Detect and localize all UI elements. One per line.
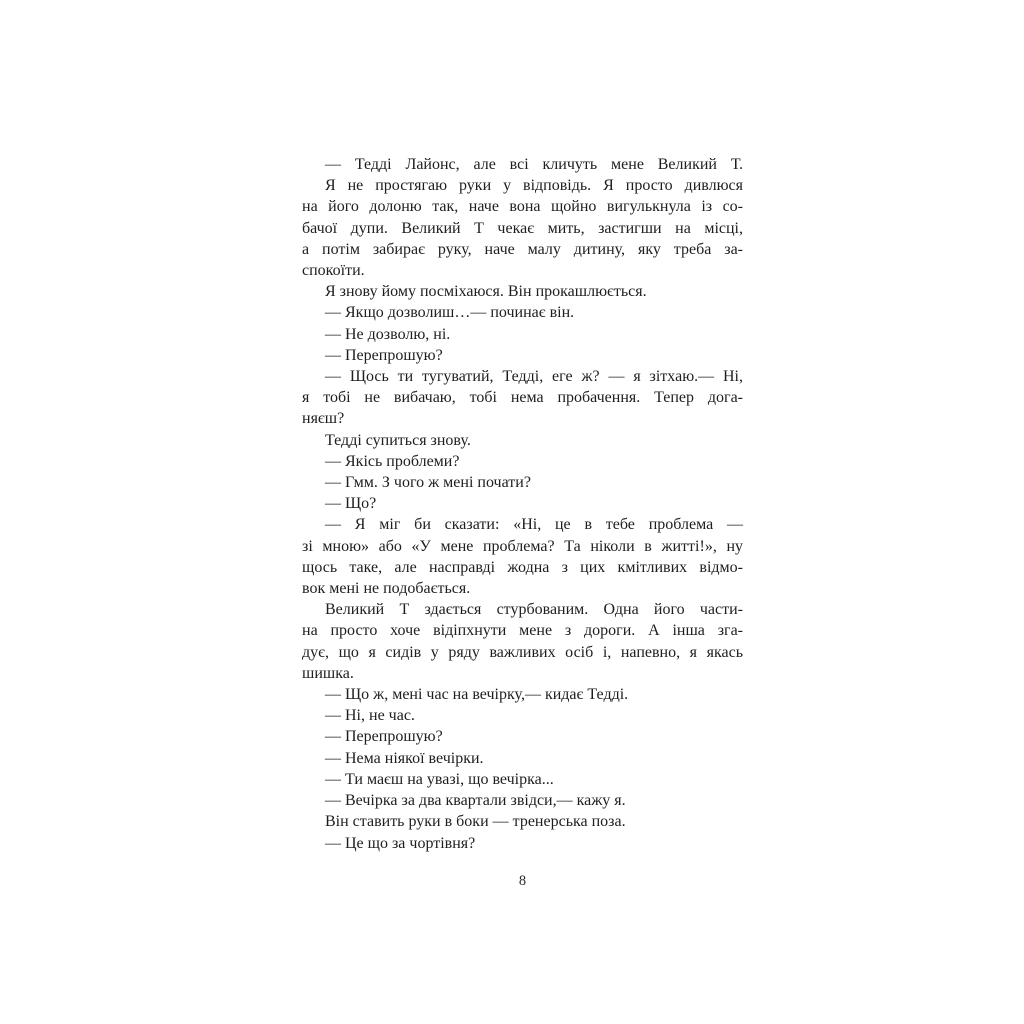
text-line: Я не простягаю руки у відповідь. Я просто дивлюся xyxy=(325,177,743,195)
text-line: — Нема ніякої вечірки. xyxy=(325,749,484,767)
text-line: вок мені не подобається. xyxy=(302,580,471,598)
text-line: бачої дупи. Великий Т чекає мить, застигши на місці, xyxy=(302,219,743,237)
text-line: щось таке, але насправді жодна з цих кмітливих відмо- xyxy=(302,558,743,576)
text-line: — Гмм. З чого ж мені почати? xyxy=(325,474,531,492)
text-line: — Якісь проблеми? xyxy=(325,452,460,470)
text-line: шишка. xyxy=(302,664,354,682)
text-column xyxy=(302,154,743,854)
text-line: на просто хоче відіпхнути мене з дороги. А інша зга- xyxy=(302,622,743,640)
text-line: а потім забирає руку, наче малу дитину, яку треба за- xyxy=(302,240,743,258)
page-number: 8 xyxy=(518,873,527,889)
text-line: — Це що за чортівня? xyxy=(325,834,476,852)
text-line: Він ставить руки в боки — тренерська поза. xyxy=(325,813,626,831)
text-line: Тедді супиться знову. xyxy=(325,431,471,449)
text-line: — Що ж, мені час на вечірку,— кидає Тедді. xyxy=(325,686,629,704)
text-line: — Перепрошую? xyxy=(325,346,443,364)
text-line: Великий Т здається стурбованим. Одна його части- xyxy=(325,601,743,619)
text-line: — Не дозволю, ні. xyxy=(325,325,451,343)
text-line: я тобі не вибачаю, тобі нема пробачення. Тепер дога- xyxy=(302,389,743,407)
text-line: спокоїти. xyxy=(302,262,365,280)
text-line: — Що? xyxy=(325,495,377,513)
text-line: на його долоню так, наче вона щойно вигулькнула із со- xyxy=(302,198,743,216)
text-line: — Ти маєш на увазі, що вечірка... xyxy=(325,770,554,788)
text-line: — Я міг би сказати: «Ні, це в тебе проблема — xyxy=(325,516,743,534)
text-line: — Ні, не час. xyxy=(325,707,415,725)
text-line: — Якщо дозволиш…— починає він. xyxy=(325,304,575,322)
text-line: — Щось ти тугуватий, Тедді, еге ж? — я зітхаю.— Ні, xyxy=(325,368,743,386)
text-line: зі мною» або «У мене проблема? Та ніколи в житті!», ну xyxy=(302,537,743,555)
text-line: Я знову йому посміхаюся. Він прокашлюється. xyxy=(325,283,647,301)
text-line: дує, що я сидів у ряду важливих осіб і, напевно, я якась xyxy=(302,643,743,661)
text-line: — Перепрошую? xyxy=(325,728,443,746)
text-line: — Вечірка за два квартали звідси,— кажу я. xyxy=(325,792,626,810)
text-line: няєш? xyxy=(302,410,345,428)
text-line: — Тедді Лайонс, але всі кличуть мене Великий Т. xyxy=(325,156,743,173)
